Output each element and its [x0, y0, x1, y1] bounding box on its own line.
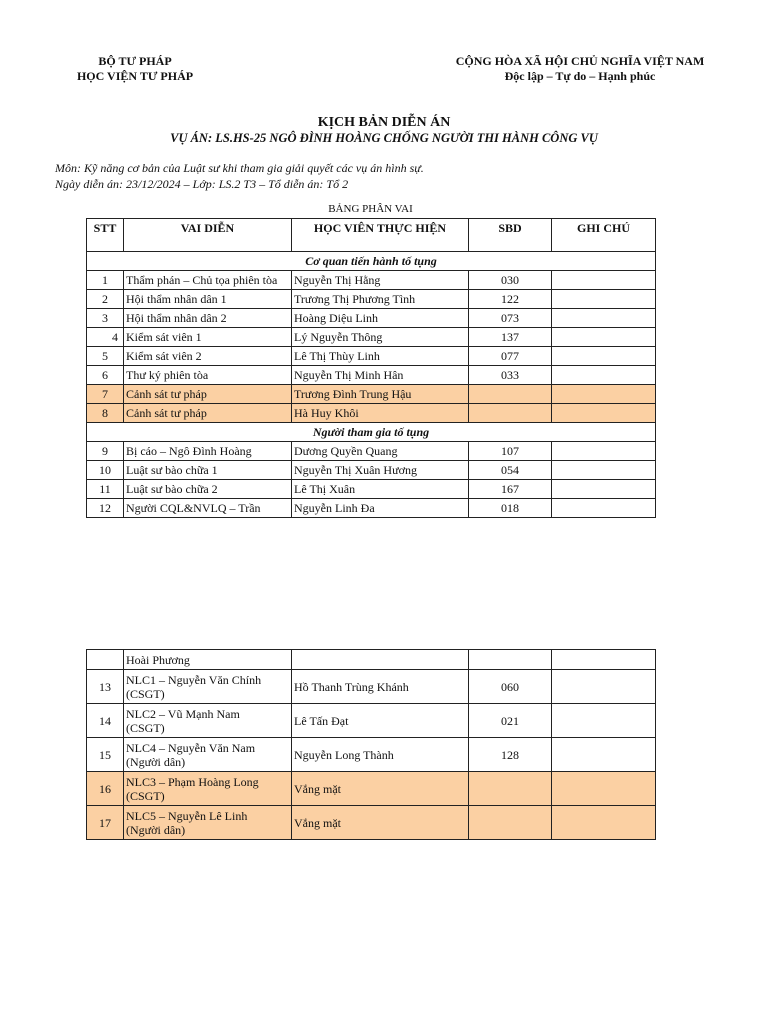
table-row: [87, 480, 656, 499]
cell-role: Bị cáo – Ngô Đình Hoàng: [124, 442, 292, 461]
case-subtitle: VỤ ÁN: LS.HS-25 NGÔ ĐÌNH HOÀNG CHỐNG NGƯỜI THI HÀNH CÔNG VỤ: [170, 131, 598, 145]
cell-student: Hồ Thanh Trùng Khánh: [292, 670, 469, 704]
cell-student: Trương Thị Phương Tình: [292, 290, 469, 309]
cell-stt: 10: [87, 461, 124, 480]
cell-stt: 9: [87, 442, 124, 461]
cell-sbd: 073: [469, 309, 552, 328]
national-header: [430, 54, 730, 84]
subject-line: Môn: Kỹ năng cơ bản của Luật sư khi tham gia giải quyết các vụ án hình sự.: [55, 161, 424, 175]
cell-role: [124, 806, 292, 840]
cell-sbd: 122: [469, 290, 552, 309]
document-title: KỊCH BẢN DIỄN ÁN: [317, 115, 451, 130]
cell-role: Kiểm sát viên 1: [124, 328, 292, 347]
role-line: NLC1 – Nguyễn Văn Chính: [126, 672, 262, 687]
table-row-highlighted: [87, 404, 656, 423]
table-row: [87, 366, 656, 385]
role-line: (CSGT): [126, 720, 165, 735]
org-header: [40, 54, 230, 84]
cell-role: Cảnh sát tư pháp: [124, 385, 292, 404]
cell-student: Nguyễn Thị Hằng: [292, 271, 469, 290]
table-row-highlighted: [87, 806, 656, 840]
cell-student: Vắng mặt: [292, 772, 469, 806]
cell-note: [552, 772, 656, 806]
cell-student: Nguyễn Linh Đa: [292, 499, 469, 518]
cell-role: [124, 738, 292, 772]
cell-sbd: 060: [469, 670, 552, 704]
cell-note: [552, 347, 656, 366]
cell-role: Thẩm phán – Chủ tọa phiên tòa: [124, 271, 292, 290]
cell-role: Luật sư bào chữa 2: [124, 480, 292, 499]
cell-note: [552, 704, 656, 738]
country-name: CỘNG HÒA XÃ HỘI CHỦ NGHĨA VIỆT NAM: [455, 54, 705, 68]
academy-name: HỌC VIỆN TƯ PHÁP: [76, 69, 194, 83]
cell-stt: 8: [87, 404, 124, 423]
section-row: [87, 252, 656, 271]
date-class-line: Ngày diễn án: 23/12/2024 – Lớp: LS.2 T3 – Tổ diễn án: Tổ 2: [55, 177, 349, 191]
col-role: VAI DIỄN: [124, 219, 292, 252]
table-row: [87, 704, 656, 738]
cell-stt: 15: [87, 738, 124, 772]
cell-sbd: 054: [469, 461, 552, 480]
cell-sbd: 107: [469, 442, 552, 461]
table-row: [87, 328, 656, 347]
cell-role: [124, 704, 292, 738]
cell-student: Hoàng Diệu Linh: [292, 309, 469, 328]
cell-sbd: [469, 385, 552, 404]
ministry-name: BỘ TƯ PHÁP: [98, 54, 172, 68]
cell-sbd: 137: [469, 328, 552, 347]
cell-sbd: 128: [469, 738, 552, 772]
role-line: NLC4 – Nguyễn Văn Nam: [126, 740, 256, 755]
cell-sbd: [469, 806, 552, 840]
cell-note: [552, 499, 656, 518]
col-student: HỌC VIÊN THỰC HIỆN: [292, 219, 469, 252]
cell-note: [552, 480, 656, 499]
cell-role: Cảnh sát tư pháp: [124, 404, 292, 423]
table-row-highlighted: [87, 385, 656, 404]
cell-note: [552, 461, 656, 480]
cell-role: Người CQL&NVLQ – Trần: [124, 499, 292, 518]
role-line: (Người dân): [126, 822, 186, 837]
cell-stt: 2: [87, 290, 124, 309]
table-row-highlighted: [87, 772, 656, 806]
cell-stt: 3: [87, 309, 124, 328]
cell-student: Lý Nguyễn Thông: [292, 328, 469, 347]
national-motto: Độc lập – Tự do – Hạnh phúc: [504, 69, 656, 83]
table-row: [87, 499, 656, 518]
cell-student: [292, 650, 469, 670]
cell-note: [552, 385, 656, 404]
cell-stt: 1: [87, 271, 124, 290]
cell-student: Nguyễn Thị Xuân Hương: [292, 461, 469, 480]
cell-role: Hoài Phương: [124, 650, 292, 670]
col-note: GHI CHÚ: [552, 219, 656, 252]
role-line: NLC2 – Vũ Mạnh Nam: [126, 706, 240, 721]
cell-student: Lê Tấn Đạt: [292, 704, 469, 738]
cell-sbd: 033: [469, 366, 552, 385]
cell-sbd: [469, 650, 552, 670]
table-caption: BẢNG PHÂN VAI: [328, 203, 413, 215]
table-row: [87, 442, 656, 461]
section-row: [87, 423, 656, 442]
cell-student: Trương Đình Trung Hậu: [292, 385, 469, 404]
cell-sbd: [469, 772, 552, 806]
cell-role: Luật sư bào chữa 1: [124, 461, 292, 480]
role-line: (Người dân): [126, 754, 186, 769]
table-row: [87, 290, 656, 309]
cell-student: Lê Thị Xuân: [292, 480, 469, 499]
cell-note: [552, 650, 656, 670]
role-table: [86, 218, 656, 518]
cell-note: [552, 806, 656, 840]
cell-note: [552, 309, 656, 328]
cell-student: Nguyễn Thị Minh Hân: [292, 366, 469, 385]
table-row: [87, 271, 656, 290]
cell-stt: 17: [87, 806, 124, 840]
role-line: (CSGT): [126, 788, 165, 803]
cell-stt: 6: [87, 366, 124, 385]
cell-student: Nguyễn Long Thành: [292, 738, 469, 772]
cell-sbd: [469, 404, 552, 423]
cell-stt: [87, 650, 124, 670]
cell-stt: 4: [87, 328, 124, 347]
cell-sbd: 021: [469, 704, 552, 738]
cell-note: [552, 404, 656, 423]
cell-student: Lê Thị Thùy Linh: [292, 347, 469, 366]
cell-sbd: 167: [469, 480, 552, 499]
role-line: (CSGT): [126, 686, 165, 701]
table-row: [87, 309, 656, 328]
cell-note: [552, 442, 656, 461]
table-header-row: [87, 219, 656, 252]
cell-stt: 14: [87, 704, 124, 738]
table-row: [87, 738, 656, 772]
role-line: NLC5 – Nguyễn Lê Linh: [126, 808, 248, 823]
cell-role: [124, 670, 292, 704]
cell-student: Vắng mặt: [292, 806, 469, 840]
table-row: [87, 670, 656, 704]
cell-role: Hội thẩm nhân dân 2: [124, 309, 292, 328]
cell-stt: 13: [87, 670, 124, 704]
info-block: [55, 160, 735, 192]
cell-sbd: 018: [469, 499, 552, 518]
cell-note: [552, 271, 656, 290]
cell-student: Dương Quyền Quang: [292, 442, 469, 461]
role-table-continued: [86, 649, 656, 840]
cell-stt: 11: [87, 480, 124, 499]
cell-role: Hội thẩm nhân dân 1: [124, 290, 292, 309]
cell-note: [552, 290, 656, 309]
col-stt: STT: [87, 219, 124, 252]
cell-stt: 12: [87, 499, 124, 518]
section-title: Người tham gia tố tụng: [87, 423, 656, 442]
cell-role: Thư ký phiên tòa: [124, 366, 292, 385]
role-line: NLC3 – Phạm Hoàng Long: [126, 774, 259, 789]
cell-stt: 5: [87, 347, 124, 366]
cell-role: [124, 772, 292, 806]
cell-stt: 16: [87, 772, 124, 806]
cell-note: [552, 670, 656, 704]
cell-note: [552, 328, 656, 347]
cell-student: Hà Huy Khôi: [292, 404, 469, 423]
cell-sbd: 077: [469, 347, 552, 366]
table-row: [87, 347, 656, 366]
section-title: Cơ quan tiến hành tố tụng: [87, 252, 656, 271]
cell-role: Kiểm sát viên 2: [124, 347, 292, 366]
cell-note: [552, 738, 656, 772]
cell-sbd: 030: [469, 271, 552, 290]
table-row-continuation: [87, 650, 656, 670]
cell-stt: 7: [87, 385, 124, 404]
table-row: [87, 461, 656, 480]
col-sbd: SBD: [469, 219, 552, 252]
cell-note: [552, 366, 656, 385]
